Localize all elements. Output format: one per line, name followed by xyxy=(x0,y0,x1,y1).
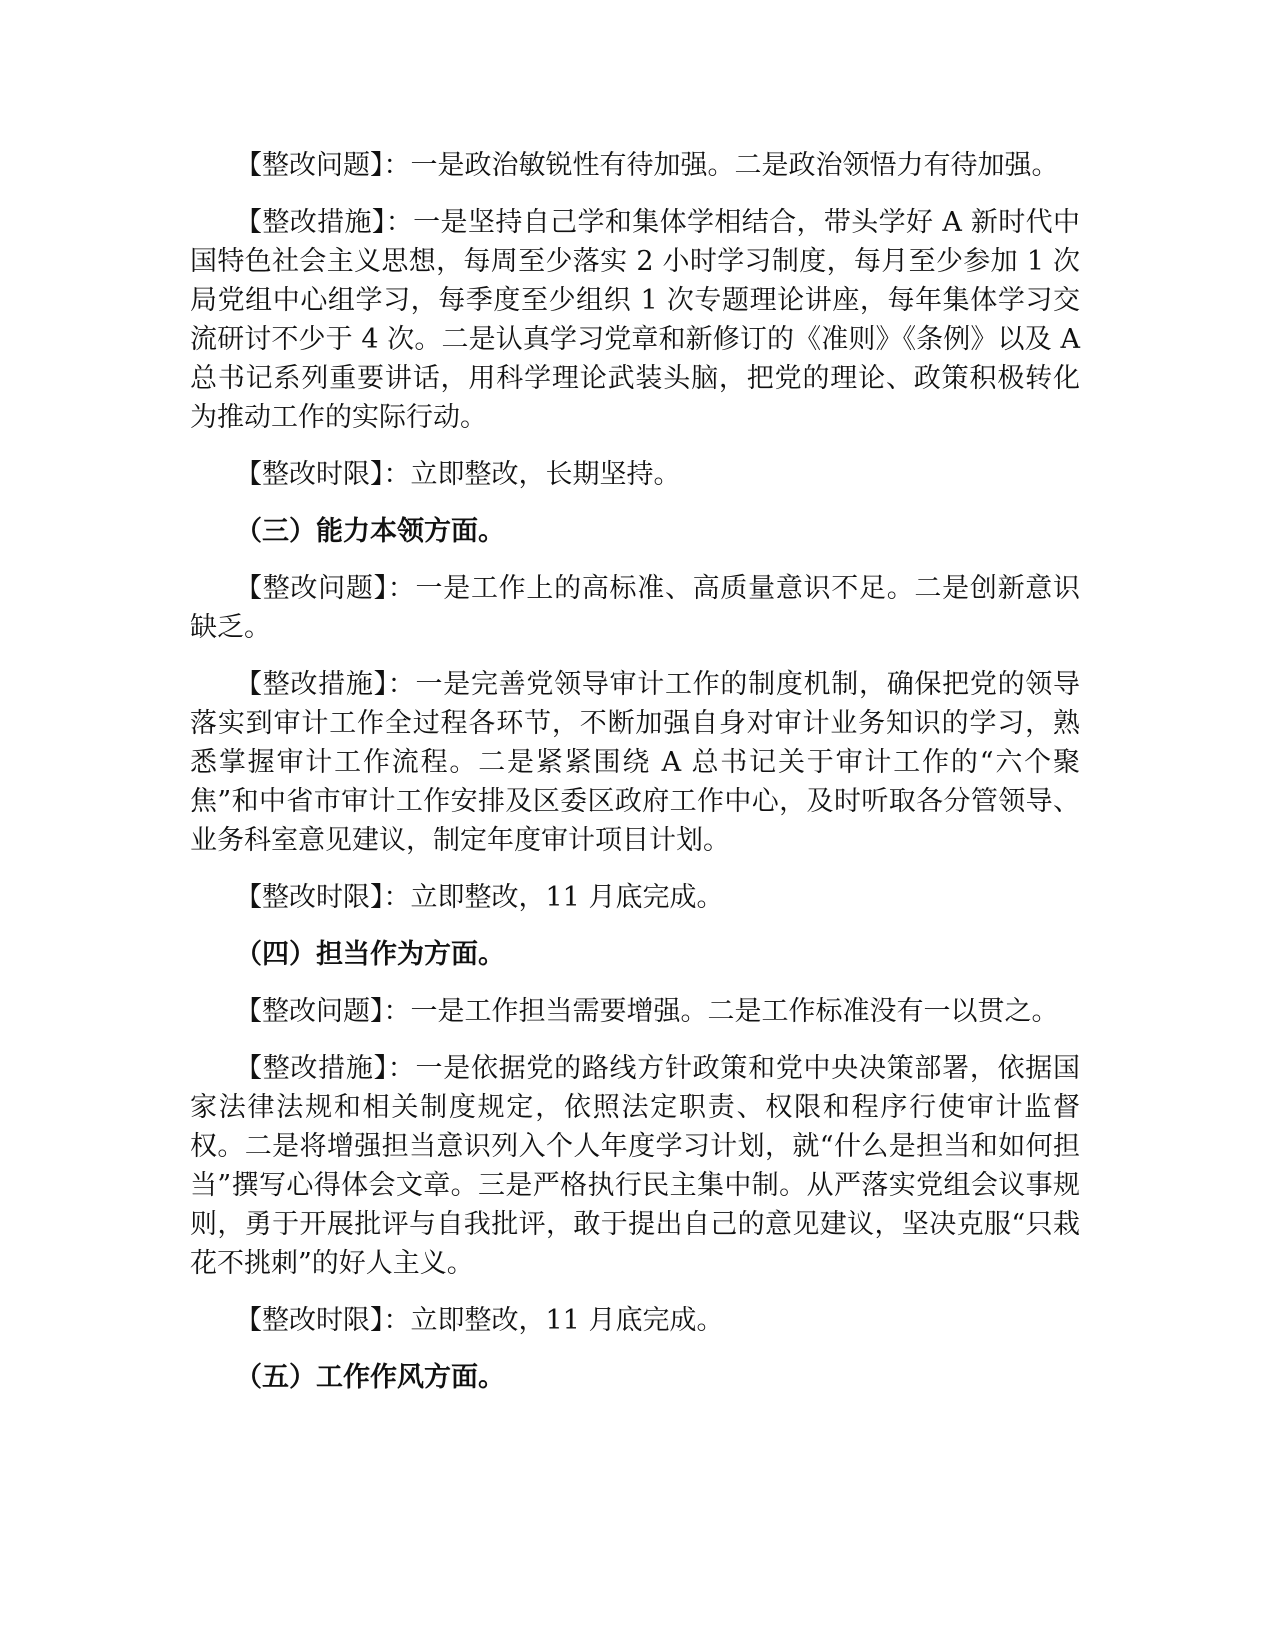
rectification-issue-paragraph: 【整改问题】：一是政治敏锐性有待加强。二是政治领悟力有待加强。 xyxy=(235,150,1059,181)
rectification-measures-paragraph: 【整改措施】：一是坚持自己学和集体学相结合，带头学好 A 新时代中国特色社会主义思想，每周至少落实 2 小时学习制度，每月至少参加 1 次局党组中心组学习，每季度至少组织 1 次专题理论讲座，每年集体学习交流研讨不少于 4 次。二是认真学习党章和新修订的《准则》《条例》以及 A 总书记系列重要讲话，用科学理论武装头脑，把党的理论、政策积极转化为推动工作的实际行动。 xyxy=(190,207,1080,433)
section-heading-ability: （三）能力本领方面。 xyxy=(235,516,505,547)
document-body xyxy=(190,146,1080,1415)
rectification-measures-paragraph: 【整改措施】：一是完善党领导审计工作的制度机制，确保把党的领导落实到审计工作全过程各环节，不断加强自身对审计业务知识的学习，熟悉掌握审计工作流程。二是紧紧围绕 A 总书记关于审计工作的“六个聚焦”和中省市审计工作安排及区委区政府工作中心，及时听取各分管领导、业务科室意见建议，制定年度审计项目计划。 xyxy=(190,669,1080,856)
section-heading-work-style: （五）工作作风方面。 xyxy=(235,1362,505,1393)
rectification-issue-paragraph: 【整改问题】：一是工作担当需要增强。二是工作标准没有一以贯之。 xyxy=(235,996,1059,1027)
rectification-measures-paragraph: 【整改措施】：一是依据党的路线方针政策和党中央决策部署，依据国家法律法规和相关制度规定，依照法定职责、权限和程序行使审计监督权。二是将增强担当意识列入个人年度学习计划，就“什么是担当和如何担当”撰写心得体会文章。三是严格执行民主集中制。从严落实党组会议事规则，勇于开展批评与自我批评，敢于提出自己的意见建议，坚决克服“只栽花不挑刺”的好人主义。 xyxy=(190,1053,1080,1279)
rectification-deadline-paragraph: 【整改时限】：立即整改，11 月底完成。 xyxy=(235,882,724,913)
rectification-issue-paragraph: 【整改问题】：一是工作上的高标准、高质量意识不足。二是创新意识缺乏。 xyxy=(190,573,1080,643)
rectification-deadline-paragraph: 【整改时限】：立即整改，长期坚持。 xyxy=(235,459,681,490)
section-heading-responsibility: （四）担当作为方面。 xyxy=(235,939,505,970)
rectification-deadline-paragraph: 【整改时限】：立即整改，11 月底完成。 xyxy=(235,1305,724,1336)
